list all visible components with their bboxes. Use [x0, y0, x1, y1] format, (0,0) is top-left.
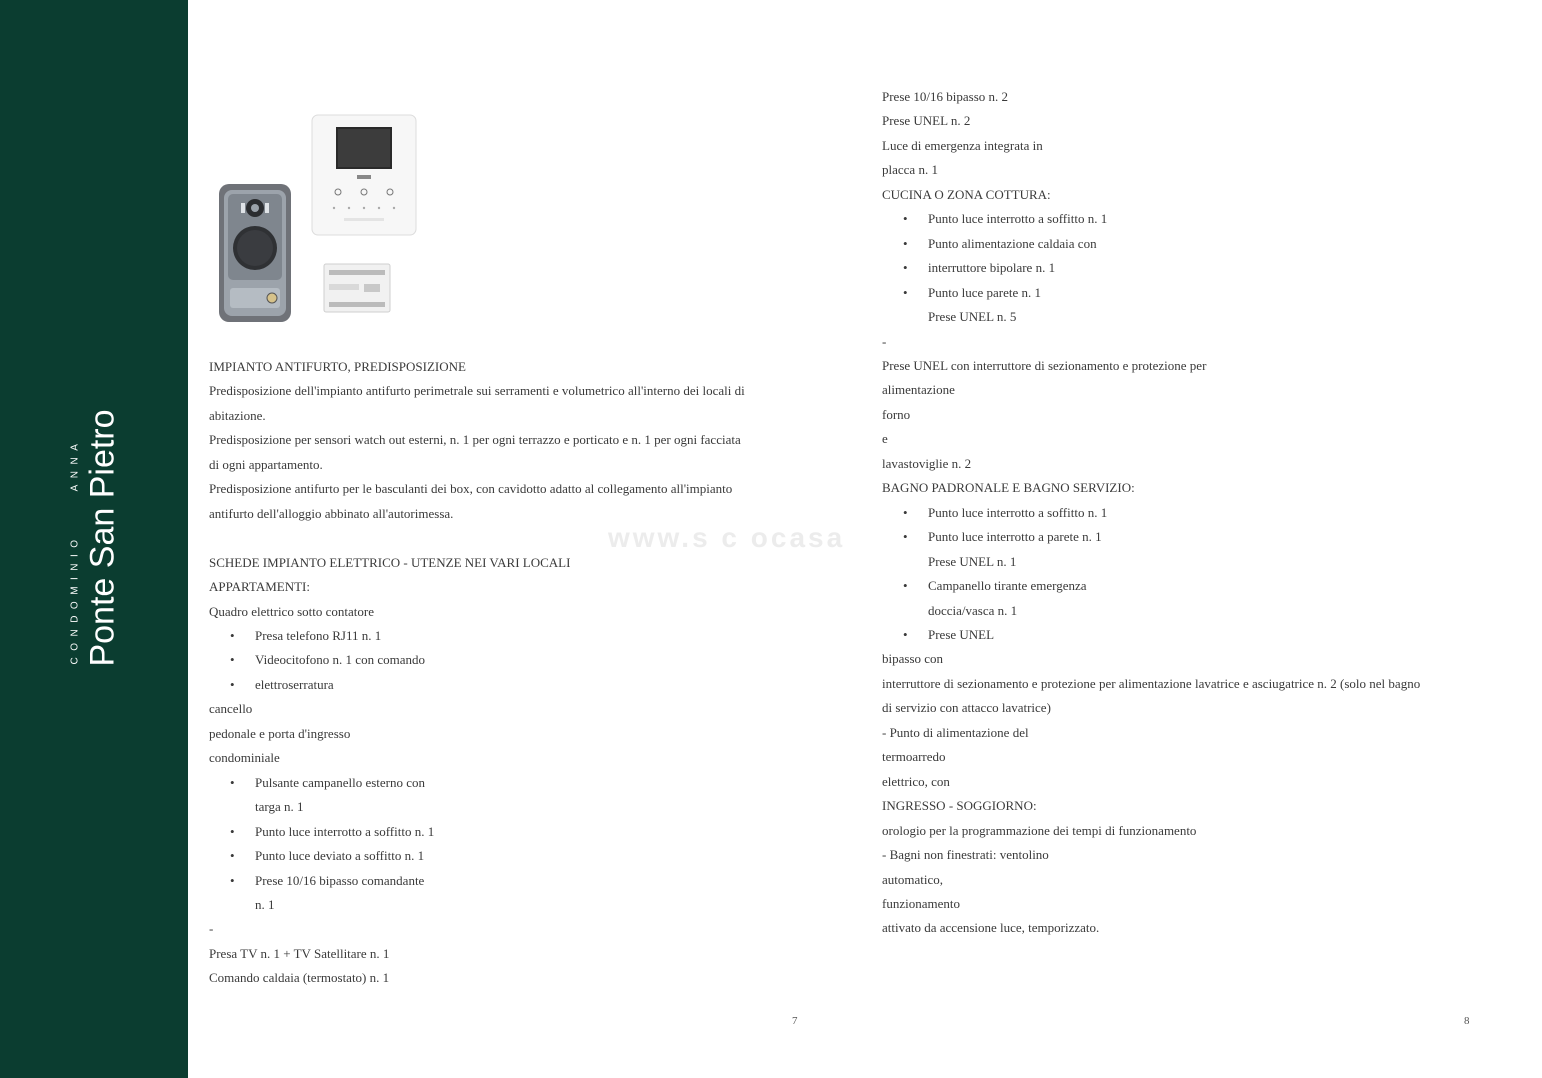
bullet-list: [882, 574, 1502, 598]
text-line: alimentazione: [882, 382, 955, 398]
text-line: SCHEDE IMPIANTO ELETTRICO - UTENZE NEI VARI LOCALI: [209, 554, 571, 570]
text-line: cancello: [209, 701, 253, 717]
list-item: • Campanello tirante emergenza: [882, 574, 1502, 598]
text-line: placca n. 1: [882, 162, 938, 178]
list-item: • Punto luce interrotto a soffitto n. 1: [882, 501, 1502, 525]
list-item-continuation: targa n. 1: [255, 799, 304, 815]
list-item: • Punto luce deviato a soffitto n. 1: [209, 844, 799, 868]
video-monitor-graphic: [312, 115, 416, 235]
bullet-list: [882, 207, 1502, 305]
sidebar-vertical-title: [70, 409, 121, 666]
list-item: • Punto alimentazione caldaia con: [882, 232, 1502, 256]
text-line: CUCINA O ZONA COTTURA:: [882, 186, 1051, 202]
text-line: -: [882, 333, 887, 349]
bullet-list: [209, 771, 799, 795]
list-item-continuation: Prese UNEL n. 1: [928, 553, 1017, 569]
sidebar-band: [0, 0, 188, 1078]
list-item: • Videocitofono n. 1 con comando: [209, 648, 799, 672]
door-panel-graphic: [219, 184, 291, 322]
text-line: - Bagni non finestrati: ventolino: [882, 847, 1049, 863]
text-line: INGRESSO - SOGGIORNO:: [882, 798, 1037, 814]
text-line: lavastoviglie n. 2: [882, 455, 972, 471]
text-line: attivato da accensione luce, temporizzato.: [882, 920, 1100, 936]
text-line: Prese 10/16 bipasso n. 2: [882, 89, 1009, 104]
power-module-graphic: [324, 264, 390, 312]
text-line: di ogni appartamento.: [209, 456, 323, 472]
text-line: Comando caldaia (termostato) n. 1: [209, 970, 390, 986]
intercom-kit-image: [214, 112, 422, 328]
text-line: Predisposizione antifurto per le basculanti dei box, con cavidotto adatto al collegamento all'impianto: [209, 481, 733, 497]
list-item: • Punto luce interrotto a parete n. 1: [882, 525, 1502, 549]
text-line: e: [882, 431, 888, 447]
text-line: orologio per la programmazione dei tempi di funzionamento: [882, 822, 1197, 838]
text-line: termoarredo: [882, 749, 946, 765]
right-page-content: [882, 85, 1502, 941]
page-number-8: 8: [1464, 1015, 1470, 1027]
text-line: -: [209, 921, 214, 937]
list-item: • Pulsante campanello esterno con: [209, 771, 799, 795]
text-line: IMPIANTO ANTIFURTO, PREDISPOSIZIONE: [209, 359, 466, 374]
text-line: Predisposizione per sensori watch out esterni, n. 1 per ogni terrazzo e porticato e n. 1 per ogni facciata: [209, 432, 741, 448]
list-item-continuation: doccia/vasca n. 1: [928, 602, 1018, 618]
list-item: • Prese UNEL: [882, 623, 1502, 647]
text-line: BAGNO PADRONALE E BAGNO SERVIZIO:: [882, 480, 1135, 496]
sidebar-subtitle-right: ANNA: [69, 437, 81, 492]
page-number-7: 7: [792, 1015, 798, 1027]
paragraph-spacer: [209, 526, 799, 550]
text-line: Prese UNEL n. 2: [882, 113, 971, 129]
list-item: • interruttore bipolare n. 1: [882, 256, 1502, 280]
text-line: forno: [882, 406, 911, 422]
text-line: abitazione.: [209, 407, 266, 423]
sidebar-subtitle-left: CONDOMINIO: [69, 533, 81, 665]
text-line: automatico,: [882, 871, 944, 887]
list-item: • Presa telefono RJ11 n. 1: [209, 624, 799, 648]
text-line: di servizio con attacco lavatrice): [882, 700, 1051, 716]
bullet-list: [209, 820, 799, 893]
list-item: • Punto luce interrotto a soffitto n. 1: [882, 207, 1502, 231]
left-page-content: [209, 355, 799, 991]
text-line: - Punto di alimentazione del: [882, 724, 1029, 740]
text-line: Quadro elettrico sotto contatore: [209, 603, 374, 619]
list-item: • Prese 10/16 bipasso comandante: [209, 869, 799, 893]
text-line: pedonale e porta d'ingresso: [209, 725, 351, 741]
bullet-list: [209, 624, 799, 697]
text-line: APPARTAMENTI:: [209, 579, 310, 595]
text-line: Luce di emergenza integrata in: [882, 137, 1043, 153]
text-line: Predisposizione dell'impianto antifurto perimetrale sui serramenti e volumetrico all'interno dei locali di: [209, 383, 745, 399]
sidebar-title: Ponte San Pietro: [83, 409, 122, 667]
text-line: Prese UNEL con interruttore di sezionamento e protezione per: [882, 357, 1207, 373]
text-line: bipasso con: [882, 651, 944, 667]
list-item-continuation: n. 1: [255, 896, 275, 912]
watermark: www.s c ocasa: [608, 522, 846, 553]
text-line: condominiale: [209, 750, 280, 766]
text-line: funzionamento: [882, 895, 960, 911]
text-line: interruttore di sezionamento e protezione per alimentazione lavatrice e asciugatrice n. 2 (solo nel bagno: [882, 675, 1421, 691]
text-line: Presa TV n. 1 + TV Satellitare n. 1: [209, 945, 390, 961]
bullet-list: [882, 501, 1502, 550]
text-line: elettrico, con: [882, 773, 950, 789]
bullet-list: [882, 623, 1502, 647]
text-line: antifurto dell'alloggio abbinato all'autorimessa.: [209, 505, 454, 521]
list-item-continuation: Prese UNEL n. 5: [928, 309, 1017, 325]
list-item: • Punto luce interrotto a soffitto n. 1: [209, 820, 799, 844]
list-item: • elettroserratura: [209, 673, 799, 697]
list-item: • Punto luce parete n. 1: [882, 281, 1502, 305]
sidebar-subtitle: [70, 409, 81, 666]
